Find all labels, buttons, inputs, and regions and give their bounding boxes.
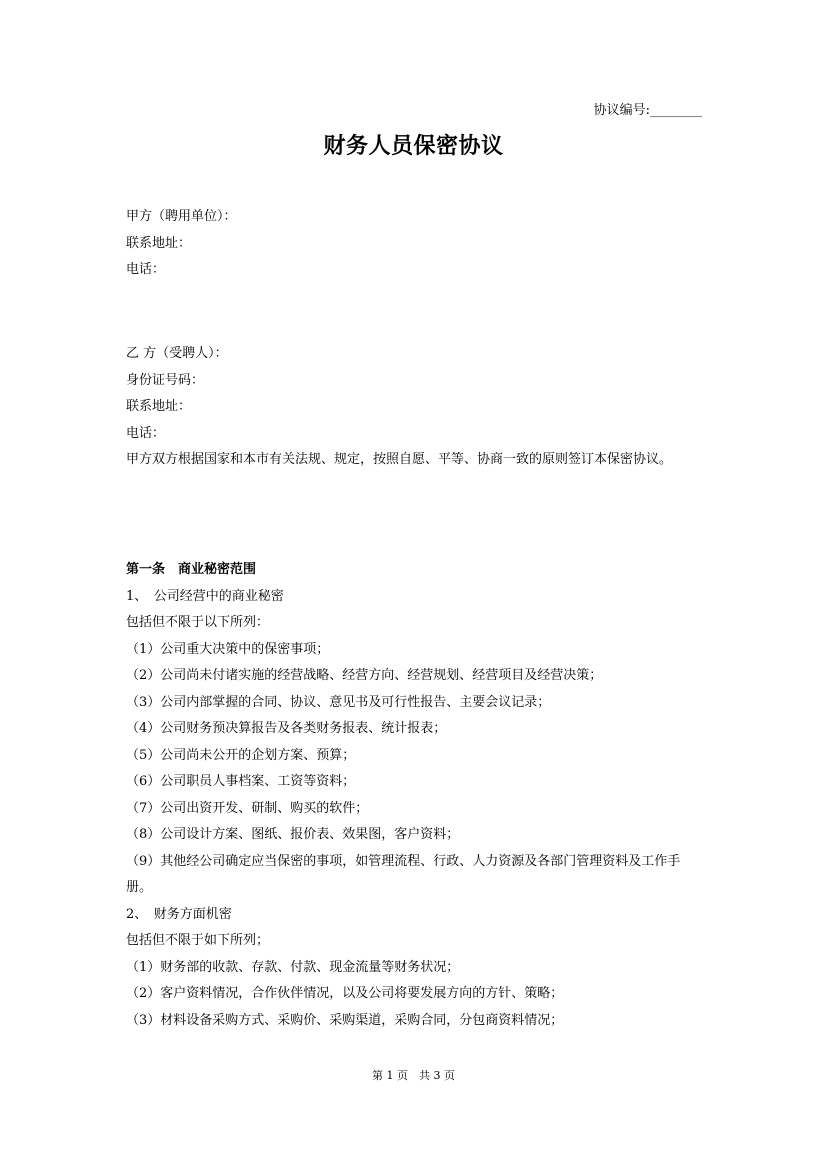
- party-b-block: [126, 341, 706, 474]
- party-a-block: [126, 204, 706, 284]
- party-b-phone: 电话：: [126, 425, 166, 441]
- list-item: （4）公司财务预决算报告及各类财务报表、统计报表；: [126, 721, 447, 736]
- article-1-part-1-intro: 包括但不限于以下所列：: [126, 615, 270, 630]
- list-item: （3）材料设备采购方式、采购价、采购渠道，采购合同，分包商资料情况；: [126, 1012, 564, 1028]
- party-b-label: 乙 方（受聘人）：: [126, 346, 228, 361]
- article-1-part-2-heading: 2、 财务方面机密: [126, 906, 232, 922]
- party-a-phone: 电话：: [126, 262, 166, 277]
- list-item: （8）公司设计方案、图纸、报价表、效果图，客户资料；: [126, 827, 460, 842]
- list-item: （6）公司职员人事档案、工资等资料；: [126, 774, 356, 789]
- party-b-address: 联系地址：: [126, 399, 192, 414]
- list-item: （1）财务部的收款、存款、付款、现金流量等财务状况；: [126, 959, 460, 975]
- list-item: （2）公司尚未付诸实施的经营战略、经营方向、经营规划、经营项目及经营决策；: [126, 668, 603, 683]
- article-1: [126, 557, 706, 1034]
- list-item: （2）客户资料情况，合作伙伴情况，以及公司将要发展方向的方针、策略；: [126, 986, 564, 1001]
- list-item: （1）公司重大决策中的保密事项；: [126, 641, 330, 657]
- article-1-heading: 第一条 商业秘密范围: [126, 562, 257, 577]
- article-1-part-1-heading: 1、 公司经营中的商业秘密: [126, 588, 284, 604]
- page-footer: 第 1 页 共 3 页: [372, 1069, 455, 1082]
- list-item: （9）其他经公司确定应当保密的事项，如管理流程、行政、人力资源及各部门管理资料及工作手册。: [126, 853, 681, 895]
- list-item: （7）公司出资开发、研制、购买的软件；: [126, 800, 369, 816]
- party-b-id-number: 身份证号码：: [126, 372, 205, 388]
- list-item: （5）公司尚未公开的企划方案、预算；: [126, 747, 356, 763]
- document-title: 财务人员保密协议: [323, 133, 504, 159]
- agreement-number: 协议编号:________: [593, 103, 702, 118]
- party-a-address: 联系地址：: [126, 235, 192, 251]
- article-1-part-2-intro: 包括但不限于如下所列；: [126, 933, 270, 948]
- party-a-label: 甲方（聘用单位）：: [126, 209, 237, 224]
- list-item: （3）公司内部掌握的合同、协议、意见书及可行性报告、主要会议记录；: [126, 694, 551, 710]
- preamble-paragraph: 甲方双方根据国家和本市有关法规、规定，按照自愿、平等、协商一致的原则签订本保密协议。: [126, 452, 673, 467]
